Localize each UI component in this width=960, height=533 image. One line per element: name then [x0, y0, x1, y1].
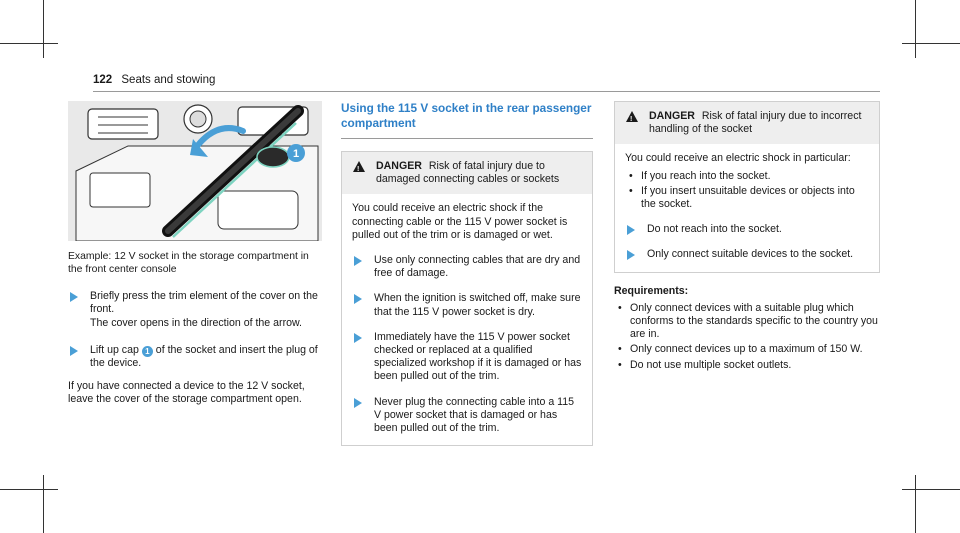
crop-mark	[915, 0, 916, 58]
danger-header	[615, 102, 879, 144]
instruction-step: Immediately have the 115 V power socket checked or replaced at a qualified specialized workshop if it is damaged or has been pulled out of the trim.	[352, 331, 582, 384]
crop-mark	[43, 0, 44, 58]
danger-label: DANGER	[649, 110, 695, 122]
list-item: • Only connect devices up to a maximum of 150 W.	[614, 343, 880, 356]
socket-illustration	[68, 101, 322, 241]
danger-box	[614, 101, 880, 273]
step-arrow-icon	[70, 292, 78, 302]
step-result: The cover opens in the direction of the arrow.	[90, 316, 302, 329]
danger-text: Risk of fatal injury due to incorrect handling of the socket	[649, 110, 862, 136]
column-left	[68, 101, 322, 407]
instruction-step: Do not reach into the socket.	[625, 223, 869, 236]
step-arrow-icon	[354, 333, 362, 343]
requirements-title: Requirements:	[614, 284, 689, 297]
list-item: • If you insert unsuitable devices or objects into the socket.	[625, 185, 869, 211]
crop-mark	[902, 43, 960, 44]
warning-triangle-icon	[626, 111, 638, 122]
danger-body	[342, 194, 592, 445]
instruction-step: Only connect suitable devices to the socket.	[625, 248, 869, 261]
requirements-list	[614, 302, 880, 372]
step-arrow-icon	[354, 398, 362, 408]
page-number: 122	[93, 74, 113, 86]
step-arrow-icon	[627, 250, 635, 260]
crop-mark	[43, 475, 44, 533]
step-arrow-icon	[627, 225, 635, 235]
crop-mark	[0, 489, 58, 490]
section-name: Seats and stowing	[121, 74, 216, 86]
danger-bullet-list	[625, 170, 869, 212]
instruction-step: Use only connecting cables that are dry and free of damage.	[352, 254, 582, 280]
crop-mark	[0, 43, 58, 44]
page-header	[93, 74, 880, 86]
step-arrow-icon	[354, 256, 362, 266]
instruction-step: Briefly press the trim element of the cover on the front. The cover opens in the direction of the arrow.	[68, 290, 322, 330]
list-item: • Do not use multiple socket outlets.	[614, 359, 880, 372]
danger-description: You could receive an electric shock in particular:	[625, 152, 851, 165]
instruction-step: Lift up cap 1 of the socket and insert the plug of the device.	[68, 344, 322, 370]
danger-description: You could receive an electric shock if the connecting cable or the 115 V power socket is pulled out of the trim or is damaged or wet.	[352, 202, 568, 241]
note-paragraph: If you have connected a device to the 12 V socket, leave the cover of the storage compartment open.	[68, 380, 305, 406]
list-item: • If you reach into the socket.	[625, 170, 869, 183]
step-arrow-icon	[70, 346, 78, 356]
instruction-step: Never plug the connecting cable into a 115 V power socket that is damaged or has been pulled out of the trim.	[352, 396, 582, 436]
column-right	[614, 101, 880, 372]
danger-header	[342, 152, 592, 194]
crop-mark	[915, 475, 916, 533]
column-middle	[341, 101, 593, 446]
header-divider	[93, 91, 880, 92]
callout-badge: 1	[142, 346, 153, 357]
danger-body	[615, 144, 879, 271]
svg-text:1: 1	[292, 148, 300, 160]
figure-caption: Example: 12 V socket in the storage compartment in the front center console	[68, 251, 309, 275]
title-divider	[341, 138, 593, 139]
instruction-step: When the ignition is switched off, make sure that the 115 V power socket is dry.	[352, 292, 582, 318]
step-arrow-icon	[354, 294, 362, 304]
warning-triangle-icon	[353, 161, 365, 172]
danger-text: Risk of fatal injury due to damaged connecting cables or sockets	[376, 160, 560, 186]
danger-label: DANGER	[376, 160, 422, 172]
danger-box	[341, 151, 593, 446]
crop-mark	[902, 489, 960, 490]
list-item: • Only connect devices with a suitable plug which conforms to the standards specific to the country you are in.	[614, 302, 880, 342]
section-title: Using the 115 V socket in the rear passenger compartment	[341, 101, 592, 130]
